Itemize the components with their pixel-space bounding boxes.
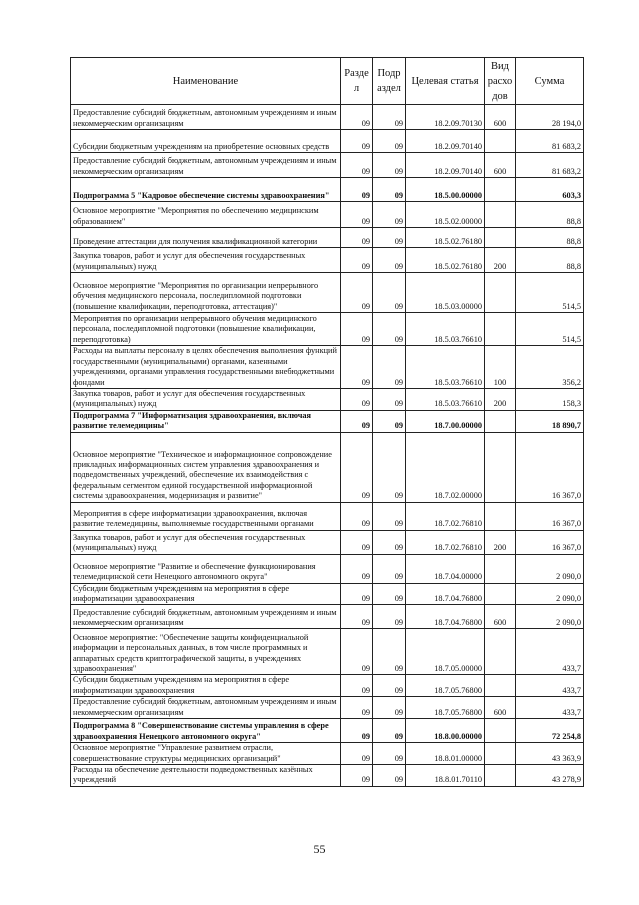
table-row (71, 554, 584, 583)
cell-expense-type: 600 (485, 605, 516, 629)
cell-target-article: 18.7.04.76800 (406, 605, 485, 629)
cell-sum: 88,8 (516, 202, 584, 228)
cell-section: 09 (341, 410, 373, 432)
cell-name: Предоставление субсидий бюджетным, автономным учреждениям и иным некоммерческим организациям (71, 105, 341, 130)
cell-name: Субсидии бюджетным учреждениям на мероприятия в сфере информатизации здравоохранения (71, 583, 341, 605)
cell-subsection: 09 (373, 583, 406, 605)
cell-subsection: 09 (373, 410, 406, 432)
cell-target-article: 18.7.05.76800 (406, 675, 485, 697)
cell-name: Основное мероприятие "Мероприятия по обеспечению медицинским образованием" (71, 202, 341, 228)
table-header-row (71, 58, 584, 105)
header-name: Наименование (71, 58, 341, 105)
cell-target-article: 18.8.00.00000 (406, 719, 485, 743)
cell-expense-type: 600 (485, 105, 516, 130)
cell-subsection: 09 (373, 719, 406, 743)
cell-subsection: 09 (373, 178, 406, 202)
cell-name: Основное мероприятие "Мероприятия по организации непрерывного обучения медицинского персонала, последипломной подготовки (повышение квалификации, переподготовка, аттестация)" (71, 273, 341, 313)
cell-section: 09 (341, 248, 373, 273)
table-row (71, 389, 584, 411)
cell-name: Закупка товаров, работ и услуг для обеспечения государственных (муниципальных) нужд (71, 389, 341, 411)
cell-target-article: 18.5.03.76610 (406, 389, 485, 411)
cell-expense-type (485, 743, 516, 765)
cell-subsection: 09 (373, 105, 406, 130)
cell-sum: 18 890,7 (516, 410, 584, 432)
cell-section: 09 (341, 105, 373, 130)
table-row (71, 410, 584, 432)
cell-sum: 43 278,9 (516, 765, 584, 787)
cell-name: Предоставление субсидий бюджетным, автономным учреждениям и иным некоммерческим организациям (71, 153, 341, 178)
cell-sum: 16 367,0 (516, 502, 584, 530)
cell-name: Мероприятия в сфере информатизации здравоохранения, включая развитие телемедицины, выполняемые государственными органами (71, 502, 341, 530)
table-body (71, 105, 584, 787)
cell-expense-type (485, 178, 516, 202)
cell-expense-type (485, 432, 516, 502)
table-row (71, 130, 584, 153)
table-row (71, 273, 584, 313)
table-row (71, 432, 584, 502)
cell-target-article: 18.2.09.70140 (406, 130, 485, 153)
cell-subsection: 09 (373, 228, 406, 248)
cell-target-article: 18.5.02.76180 (406, 228, 485, 248)
cell-expense-type: 600 (485, 153, 516, 178)
cell-sum: 603,3 (516, 178, 584, 202)
cell-expense-type (485, 675, 516, 697)
cell-expense-type (485, 410, 516, 432)
cell-section: 09 (341, 530, 373, 554)
table-row (71, 719, 584, 743)
cell-section: 09 (341, 346, 373, 389)
cell-expense-type (485, 502, 516, 530)
cell-subsection: 09 (373, 629, 406, 675)
header-sum: Сумма (516, 58, 584, 105)
cell-subsection: 09 (373, 765, 406, 787)
cell-expense-type: 200 (485, 530, 516, 554)
cell-target-article: 18.7.04.76800 (406, 583, 485, 605)
cell-target-article: 18.8.01.70110 (406, 765, 485, 787)
table-row (71, 743, 584, 765)
cell-expense-type (485, 719, 516, 743)
header-target-article: Целевая статья (406, 58, 485, 105)
cell-section: 09 (341, 697, 373, 719)
table-row (71, 697, 584, 719)
cell-section: 09 (341, 765, 373, 787)
cell-section: 09 (341, 432, 373, 502)
cell-section: 09 (341, 130, 373, 153)
cell-subsection: 09 (373, 346, 406, 389)
cell-subsection: 09 (373, 389, 406, 411)
cell-name: Мероприятия по организации непрерывного обучения медицинского персонала, последипломной подготовки (повышение квалификации, переподготовка) (71, 313, 341, 346)
cell-sum: 356,2 (516, 346, 584, 389)
cell-sum: 16 367,0 (516, 530, 584, 554)
cell-section: 09 (341, 153, 373, 178)
cell-expense-type: 200 (485, 248, 516, 273)
cell-target-article: 18.5.02.00000 (406, 202, 485, 228)
cell-sum: 514,5 (516, 313, 584, 346)
cell-sum: 433,7 (516, 629, 584, 675)
cell-target-article: 18.7.02.00000 (406, 432, 485, 502)
table-row (71, 502, 584, 530)
table-row (71, 765, 584, 787)
cell-sum: 433,7 (516, 675, 584, 697)
cell-sum: 16 367,0 (516, 432, 584, 502)
cell-target-article: 18.7.05.76800 (406, 697, 485, 719)
table-row (71, 202, 584, 228)
cell-target-article: 18.5.02.76180 (406, 248, 485, 273)
table-row (71, 675, 584, 697)
cell-section: 09 (341, 502, 373, 530)
cell-expense-type: 100 (485, 346, 516, 389)
header-section: Разде л (341, 58, 373, 105)
cell-sum: 88,8 (516, 248, 584, 273)
cell-expense-type (485, 273, 516, 313)
cell-subsection: 09 (373, 743, 406, 765)
cell-sum: 88,8 (516, 228, 584, 248)
cell-expense-type (485, 202, 516, 228)
cell-subsection: 09 (373, 130, 406, 153)
cell-name: Закупка товаров, работ и услуг для обеспечения государственных (муниципальных) нужд (71, 248, 341, 273)
cell-section: 09 (341, 583, 373, 605)
cell-section: 09 (341, 554, 373, 583)
cell-name: Подпрограмма 7 "Информатизация здравоохранения, включая развитие телемедицины" (71, 410, 341, 432)
cell-section: 09 (341, 743, 373, 765)
cell-target-article: 18.2.09.70140 (406, 153, 485, 178)
cell-name: Подпрограмма 8 "Совершенствование системы управления в сфере здравоохранения Ненецкого автономного округа" (71, 719, 341, 743)
cell-subsection: 09 (373, 554, 406, 583)
cell-section: 09 (341, 313, 373, 346)
cell-expense-type: 200 (485, 389, 516, 411)
cell-name: Основное мероприятие "Управление развитием отрасли, совершенствование структуры медицинских организаций" (71, 743, 341, 765)
table-row (71, 248, 584, 273)
cell-sum: 81 683,2 (516, 153, 584, 178)
cell-name: Подпрограмма 5 "Кадровое обеспечение системы здравоохранения" (71, 178, 341, 202)
table-row (71, 629, 584, 675)
cell-subsection: 09 (373, 605, 406, 629)
cell-section: 09 (341, 202, 373, 228)
cell-sum: 514,5 (516, 273, 584, 313)
cell-target-article: 18.8.01.00000 (406, 743, 485, 765)
cell-name: Основное мероприятие: "Обеспечение защиты конфиденциальной информации и персональных данных, в том числе программных и аппаратных средств криптографической защиты, в учреждениях здравоохранения" (71, 629, 341, 675)
cell-target-article: 18.7.05.00000 (406, 629, 485, 675)
cell-name: Субсидии бюджетным учреждениям на приобретение основных средств (71, 130, 341, 153)
cell-target-article: 18.7.02.76810 (406, 530, 485, 554)
table-row (71, 105, 584, 130)
cell-section: 09 (341, 675, 373, 697)
table-row (71, 530, 584, 554)
cell-sum: 2 090,0 (516, 583, 584, 605)
cell-name: Субсидии бюджетным учреждениям на мероприятия в сфере информатизации здравоохранения (71, 675, 341, 697)
cell-expense-type (485, 228, 516, 248)
table-row (71, 178, 584, 202)
cell-section: 09 (341, 629, 373, 675)
cell-expense-type (485, 583, 516, 605)
cell-sum: 2 090,0 (516, 554, 584, 583)
cell-expense-type: 600 (485, 697, 516, 719)
budget-table (70, 57, 584, 787)
cell-expense-type (485, 629, 516, 675)
table-row (71, 605, 584, 629)
cell-sum: 81 683,2 (516, 130, 584, 153)
cell-target-article: 18.2.09.70130 (406, 105, 485, 130)
cell-subsection: 09 (373, 202, 406, 228)
cell-sum: 28 194,0 (516, 105, 584, 130)
cell-target-article: 18.5.00.00000 (406, 178, 485, 202)
table-row (71, 228, 584, 248)
cell-subsection: 09 (373, 313, 406, 346)
cell-sum: 43 363,9 (516, 743, 584, 765)
cell-subsection: 09 (373, 153, 406, 178)
cell-subsection: 09 (373, 502, 406, 530)
header-subsection: Подр аздел (373, 58, 406, 105)
cell-expense-type (485, 130, 516, 153)
cell-expense-type (485, 765, 516, 787)
cell-target-article: 18.5.03.00000 (406, 273, 485, 313)
cell-target-article: 18.7.00.00000 (406, 410, 485, 432)
cell-sum: 2 090,0 (516, 605, 584, 629)
cell-subsection: 09 (373, 530, 406, 554)
cell-sum: 158,3 (516, 389, 584, 411)
table-row (71, 153, 584, 178)
cell-expense-type (485, 313, 516, 346)
cell-name: Закупка товаров, работ и услуг для обеспечения государственных (муниципальных) нужд (71, 530, 341, 554)
cell-name: Основное мероприятие "Техническое и информационное сопровождение прикладных информационных систем управления здравоохранения и подведомственных учреждений, обеспечение их взаимодействия с федеральным сегментом единой государственной информационной системы здравоохранения, модернизация и развитие" (71, 432, 341, 502)
cell-target-article: 18.5.03.76610 (406, 313, 485, 346)
cell-section: 09 (341, 605, 373, 629)
cell-target-article: 18.7.02.76810 (406, 502, 485, 530)
header-expense-type: Вид расхо дов (485, 58, 516, 105)
cell-subsection: 09 (373, 248, 406, 273)
cell-name: Предоставление субсидий бюджетным, автономным учреждениям и иным некоммерческим организациям (71, 697, 341, 719)
cell-name: Проведение аттестации для получения квалификационной категории (71, 228, 341, 248)
cell-subsection: 09 (373, 675, 406, 697)
cell-name: Основное мероприятие "Развитие и обеспечение функционирования телемедицинской сети Ненецкого автономного округа" (71, 554, 341, 583)
cell-expense-type (485, 554, 516, 583)
cell-target-article: 18.5.03.76610 (406, 346, 485, 389)
cell-section: 09 (341, 273, 373, 313)
table-row (71, 583, 584, 605)
cell-sum: 72 254,8 (516, 719, 584, 743)
cell-subsection: 09 (373, 432, 406, 502)
table-row (71, 313, 584, 346)
cell-name: Предоставление субсидий бюджетным, автономным учреждениям и иным некоммерческим организациям (71, 605, 341, 629)
cell-sum: 433,7 (516, 697, 584, 719)
cell-section: 09 (341, 719, 373, 743)
cell-section: 09 (341, 228, 373, 248)
cell-name: Расходы на обеспечение деятельности подведомственных казённых учреждений (71, 765, 341, 787)
cell-name: Расходы на выплаты персоналу в целях обеспечения выполнения функций государственными (муниципальными) органами, казенными учреждениями, органами управления государственными внебюджетными фондами (71, 346, 341, 389)
page-number: 55 (313, 842, 326, 856)
cell-section: 09 (341, 389, 373, 411)
cell-subsection: 09 (373, 273, 406, 313)
cell-subsection: 09 (373, 697, 406, 719)
cell-target-article: 18.7.04.00000 (406, 554, 485, 583)
table-row (71, 346, 584, 389)
cell-section: 09 (341, 178, 373, 202)
